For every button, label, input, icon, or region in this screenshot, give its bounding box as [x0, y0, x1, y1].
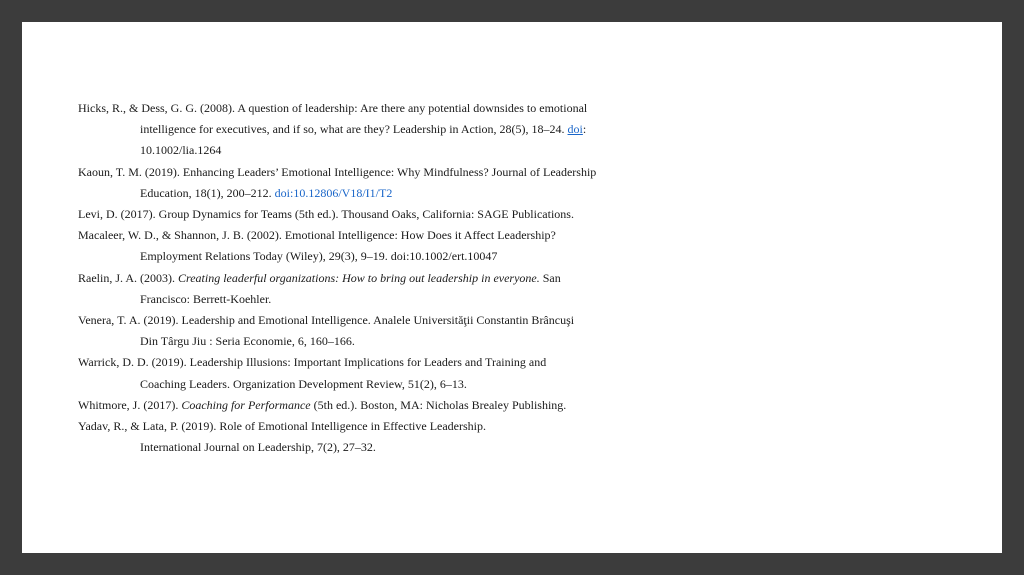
reference-text: Macaleer, W. D., & Shannon, J. B. (2002). Emotional Intelligence: How Does it Affect Leadership? Employment Relations Today (Wiley), 29(3), 9–19. doi:10.1002/ert.10047 [78, 228, 556, 264]
reference-text-after: (5th ed.). Boston, MA: Nicholas Brealey Publishing. [310, 397, 567, 412]
reference-text: Venera, T. A. (2019). Leadership and Emotional Intelligence. Analele Universităţii Constantin Brâncuşi Din Târgu Jiu : Seria Economie, 6, 160–166. [78, 313, 575, 349]
reference-item [78, 204, 638, 225]
reference-item [78, 98, 638, 162]
reference-title-italic: Creating leaderful organizations: How to bring out leadership in everyone. [178, 270, 540, 285]
reference-text: Whitmore, J. (2017). [78, 397, 182, 412]
doi-link[interactable]: doi [567, 122, 583, 137]
reference-text: Hicks, R., & Dess, G. G. (2008). A question of leadership: Are there any potential downsides to emotional intelligence for executives, and if so, what are they? Leadership in Action, 28(5), 18–24. [78, 101, 588, 137]
reference-item [78, 225, 620, 267]
reference-item [78, 395, 638, 416]
reference-text: Kaoun, T. M. (2019). Enhancing Leaders’ Emotional Intelligence: Why Mindfulness? Journal of Leadership Education, 18(1), 200–212. [78, 164, 597, 200]
reference-title-italic: Coaching for Performance [181, 397, 311, 412]
reference-text: Levi, D. (2017). Group Dynamics for Teams (5th ed.). Thousand Oaks, California: SAGE Publications. [78, 207, 574, 222]
reference-item [78, 268, 596, 310]
reference-doi-text: : 10.1002/lia.1264 [140, 122, 587, 158]
reference-item [78, 310, 588, 352]
reference-text: Raelin, J. A. (2003). [78, 270, 178, 285]
reference-list [78, 98, 638, 458]
reference-item [78, 162, 638, 204]
doi-link[interactable]: doi:10.12806/V18/I1/T2 [274, 185, 393, 200]
reference-item [78, 416, 490, 458]
reference-item [78, 352, 583, 394]
document-page [22, 22, 1002, 553]
reference-text-after: San Francisco: Berrett-Koehler. [140, 270, 561, 306]
reference-text: Warrick, D. D. (2019). Leadership Illusions: Important Implications for Leaders and Training and Coaching Leaders. Organization Development Review, 51(2), 6–13. [78, 355, 547, 391]
reference-text: Yadav, R., & Lata, P. (2019). Role of Emotional Intelligence in Effective Leadership. International Journal on Leadership, 7(2), 27–32. [78, 419, 487, 455]
